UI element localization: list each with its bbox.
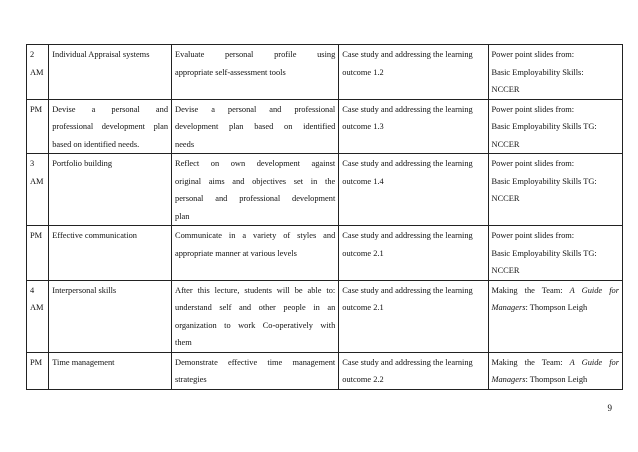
delivery-method-cell-line: Case study and addressing the learning [342,50,473,59]
delivery-method-cell [339,45,488,100]
table-row [27,45,623,100]
topic-cell-line: Time management [52,357,115,367]
delivery-method-cell-line: Case study and addressing the learning [342,104,473,114]
session-slot-cell-line: AM [30,303,44,312]
book-title-part-1: A Guide for [569,285,619,295]
resources-cell-line [492,282,619,300]
learning-outcome-cell-line: appropriate manner at various levels [175,248,297,258]
delivery-method-cell-line: Case study and addressing the learning [342,285,473,295]
learning-outcome-cell [172,280,339,352]
session-slot-cell [27,280,49,352]
delivery-method-cell-line: outcome 1.2 [342,67,384,77]
learning-outcome-cell [172,352,339,389]
topic-cell-line: professional development plan [52,122,169,131]
delivery-method-cell-line: Case study and addressing the learning [342,231,473,240]
learning-outcome-cell-line: development plan based on identified [175,122,336,131]
resources-cell-line: Power point slides from: [491,104,575,114]
learning-outcome-cell-line: Evaluate personal profile using [175,50,336,59]
learning-outcome-cell-line: needs [175,139,195,149]
book-suffix: : Thompson Leigh [525,375,588,384]
resources-cell-line: NCCER [491,266,520,275]
topic-cell [49,352,172,389]
learning-outcome-cell-line: personal and professional development [175,194,336,203]
resources-cell-line: Basic Employability Skills TG: [491,122,597,131]
session-slot-cell [27,352,49,389]
learning-outcome-cell-line: strategies [175,375,207,384]
table-row [27,226,623,281]
resources-cell [488,226,622,281]
session-slot-cell [27,154,49,226]
table-row [27,280,623,352]
resources-cell-line: Basic Employability Skills TG: [491,248,597,258]
resources-cell-line: Power point slides from: [491,231,575,240]
learning-outcome-cell-line: them [175,338,192,347]
learning-outcome-cell [172,154,339,226]
learning-outcome-cell-line: Demonstrate effective time management [175,357,336,367]
book-title-part-2: Managers [491,375,526,384]
learning-outcome-cell-line: understand self and other people in an [175,303,336,312]
session-slot-cell-line: PM [30,104,43,114]
session-slot-cell-line: AM [30,67,44,77]
delivery-method-cell-line: outcome 2.1 [342,303,384,312]
delivery-method-cell-line: outcome 2.1 [342,248,384,258]
book-prefix: Making the Team: [491,357,570,367]
learning-outcome-cell-line: plan [175,211,190,221]
resources-cell-line [492,299,619,317]
session-slot-cell [27,226,49,281]
learning-outcome-cell-line: organization to work Co-operatively with [175,320,336,330]
resources-cell-line [492,371,619,389]
topic-cell [49,45,172,100]
delivery-method-cell [339,154,488,226]
delivery-method-cell-line: Case study and addressing the learning [342,159,473,168]
topic-cell-line: Devise a personal and [52,104,169,114]
topic-cell-line: Portfolio building [52,159,113,168]
resources-cell [488,280,622,352]
learning-outcome-cell-line: After this lecture, students will be able to: [175,285,336,295]
learning-outcome-cell [172,226,339,281]
delivery-method-cell [339,352,488,389]
topic-cell [49,226,172,281]
resources-cell-line: Power point slides from: [491,159,575,168]
book-title-part-1: A Guide for [569,357,619,367]
learning-outcome-cell-line: Devise a personal and professional [175,104,336,114]
topic-cell [49,280,172,352]
learning-outcome-cell-line: appropriate self-assessment tools [175,67,286,77]
topic-cell [49,154,172,226]
learning-outcome-cell-line: Communicate in a variety of styles and [175,231,336,240]
delivery-method-cell [339,226,488,281]
book-prefix: Making the Team: [491,285,570,295]
delivery-method-cell [339,280,488,352]
session-slot-cell-line: PM [30,357,43,367]
delivery-method-cell-line: outcome 1.3 [342,122,384,131]
learning-outcome-cell [172,99,339,154]
session-slot-cell-line: 4 [30,285,35,295]
learning-outcome-cell-line: Reflect on own development against [175,159,336,168]
session-slot-cell-line: AM [30,176,44,186]
resources-cell-line [492,354,619,372]
resources-cell [488,154,622,226]
delivery-method-cell-line: outcome 1.4 [342,176,384,186]
topic-cell-line: Effective communication [52,231,137,240]
session-slot-cell-line: 3 [30,159,35,168]
session-slot-cell [27,45,49,100]
delivery-method-cell-line: outcome 2.2 [342,375,384,384]
session-slot-cell-line: PM [30,231,43,240]
book-suffix: : Thompson Leigh [525,303,588,312]
delivery-method-cell-line: Case study and addressing the learning [342,357,473,367]
delivery-method-cell [339,99,488,154]
table-row [27,154,623,226]
table-row [27,99,623,154]
resources-cell-line: NCCER [491,139,520,149]
topic-cell-line: Individual Appraisal systems [52,50,150,59]
learning-outcome-cell [172,45,339,100]
topic-cell [49,99,172,154]
resources-cell [488,99,622,154]
book-title-part-2: Managers [491,303,526,312]
page-number: 9 [607,403,612,413]
session-slot-cell-line: 2 [30,50,35,59]
resources-cell [488,45,622,100]
resources-cell [488,352,622,389]
learning-outcome-cell-line: original aims and objectives set in the [175,176,336,186]
resources-cell-line: Power point slides from: [491,50,575,59]
resources-cell-line: NCCER [491,194,520,203]
resources-cell-line: NCCER [491,85,520,94]
schedule-table [26,44,623,390]
topic-cell-line: based on identified needs. [52,139,140,149]
schedule-table-body [27,45,623,390]
table-row [27,352,623,389]
topic-cell-line: Interpersonal skills [52,285,117,295]
session-slot-cell [27,99,49,154]
resources-cell-line: Basic Employability Skills: [491,67,584,77]
resources-cell-line: Basic Employability Skills TG: [491,176,597,186]
